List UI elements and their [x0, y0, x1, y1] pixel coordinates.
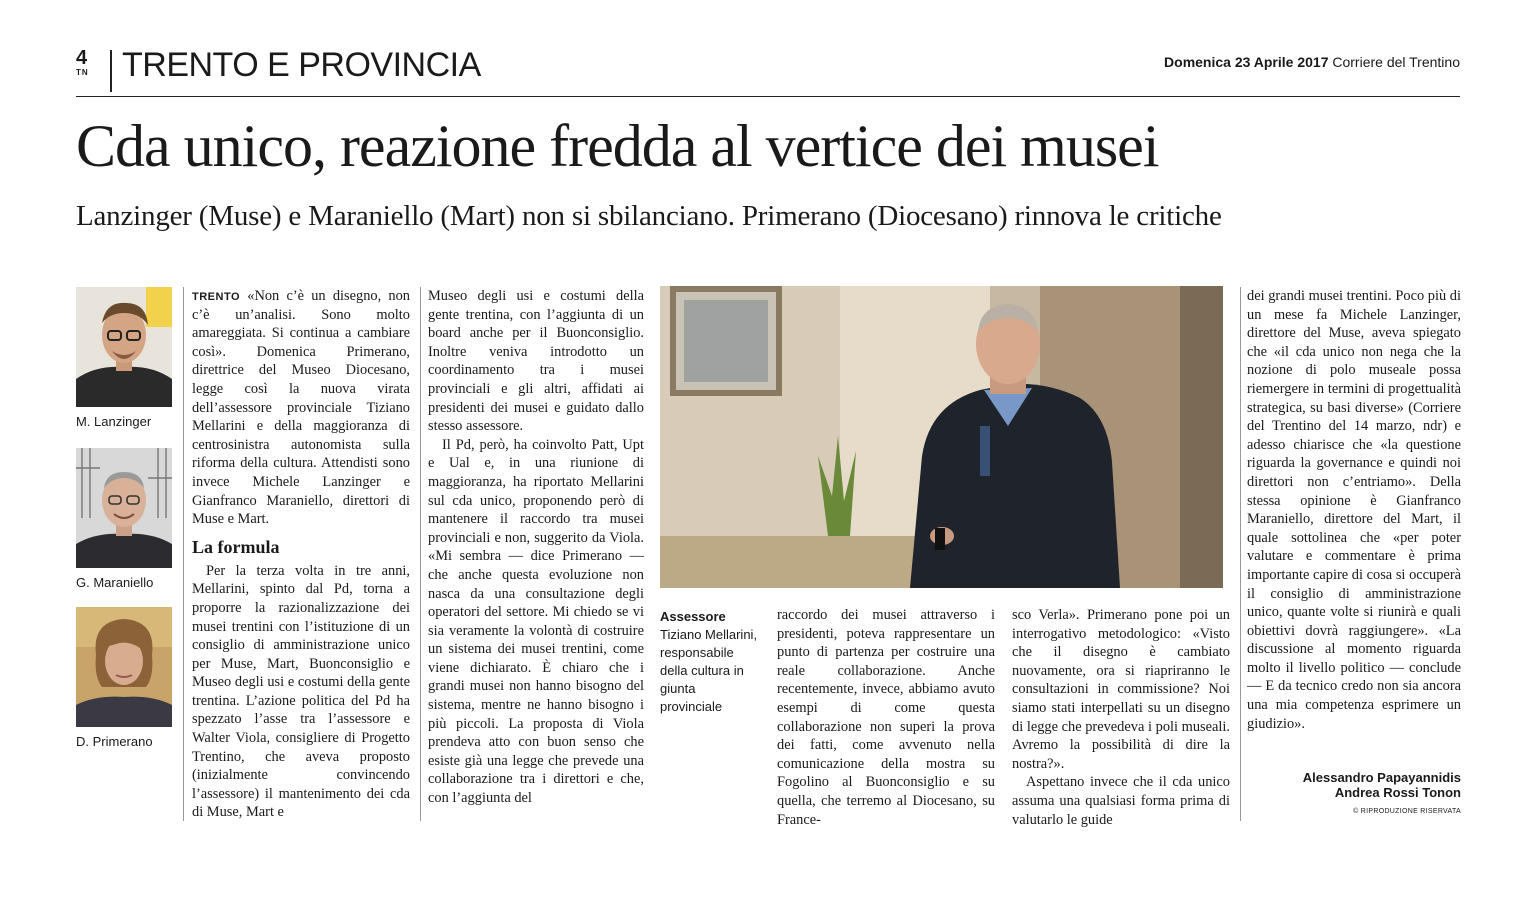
column-separator: [1240, 287, 1241, 821]
subheading: La formula: [192, 536, 280, 557]
issue-meta: [1164, 54, 1460, 70]
article-column-5: [1247, 287, 1461, 733]
header-divider: [110, 50, 112, 92]
paragraph: dei grandi musei trentini. Poco più di un mese fa Michele Lanzinger, direttore del Muse, aveva spiegato che «il cda unico non nega che la nozione di polo museale possa riemergere in termini di progettualità strategica, su basi diverse» (Corriere del Trentino del 14 marzo, ndr) e adesso chiarisce che «la questione riguarda la governance e quindi noi direttori non c’entriamo». Della stessa opinione è Gianfranco Maraniello, direttore del Mart, il quale sottolinea che «per poter valutare e commentare è prima importante capire di cosa si occuperà il consiglio di amministrazione unico, quante volte si riunirà e quali obiettivi dovrà raggiungere». «La discussione al momento riguarda molto il livello politico — conclude — E da tecnico credo non sia ancora una mia competenza esprimere un giudizio».: [1247, 288, 1461, 732]
paragraph: Museo degli usi e costumi della gente trentina, con l’aggiunta di un board anche per il Buonconsiglio. Inoltre veniva introdotto un coordinamento tra i musei provinciali e gli altri, affidati ai presidenti dei musei e guidato dallo stesso assessore.: [428, 288, 644, 435]
article-column-1: [192, 287, 410, 822]
header-rule: [76, 96, 1460, 97]
dateline: TRENTO: [192, 291, 241, 303]
article-column-2: [428, 287, 644, 808]
byline: [1247, 770, 1461, 800]
paragraph: Aspettano invece che il cda unico assuma una qualsiasi forma prima di valutarlo le guide: [1012, 774, 1230, 828]
portrait-primerano: [76, 607, 172, 727]
paragraph: Il Pd, però, ha coinvolto Patt, Upt e Ual e, in una riunione di maggioranza, ha riportato Mellarini sul cda unico, proponendo però di mantenere il raccordo tra musei provinciali e non, suggerito da Viola. «Mi sembra — dice Primerano — che anche questa evoluzione non nasca da una consultazione degli operatori del settore. Mi chiedo se vi sia veramente la volontà di costruire un sistema dei musei trentini, come viene dichiarato. È chiaro che i grandi musei non hanno bisogno del sistema, mentre ne hanno bisogno i più piccoli. La proposta di Viola prendeva atto con buon senso che esiste già una legge che prevede una collaborazione tra i direttori e che, con l’aggiunta del: [428, 436, 644, 807]
author-name: Alessandro Papayannidis: [1302, 770, 1461, 785]
photo-caption: [660, 608, 760, 716]
photo-caption-title: Assessore: [660, 609, 726, 624]
article-column-3: [777, 606, 995, 829]
paragraph: sco Verla». Primerano pone poi un interrogativo metodologico: «Visto che il disegno è cambiato nuovamente, ora si riapriranno le consultazioni in commissione? Noi siamo stati interpellati su un disegno di legge che prevedeva i poli museali. Avremo la possibilità di dire la nostra?».: [1012, 607, 1230, 772]
portrait-lanzinger: [76, 287, 172, 407]
copyright-notice: © RIPRODUZIONE RISERVATA: [1353, 808, 1461, 815]
author-name: Andrea Rossi Tonon: [1334, 785, 1461, 800]
portrait-caption-lanzinger: M. Lanzinger: [76, 414, 152, 429]
article-photo: [660, 286, 1223, 588]
photo-caption-text: Tiziano Mellarini, responsabile della cultura in giunta provinciale: [660, 627, 758, 714]
page-number: 4 TN: [76, 47, 89, 77]
headline: Cda unico, reazione fredda al vertice dei musei: [76, 113, 1159, 179]
issue-date: Domenica 23 Aprile 2017: [1164, 54, 1329, 70]
section-title: TRENTO E PROVINCIA: [122, 46, 481, 84]
newspaper-name: Corriere del Trentino: [1332, 54, 1460, 70]
column-separator: [420, 287, 421, 821]
portrait-maraniello: [76, 448, 172, 568]
subheadline: Lanzinger (Muse) e Maraniello (Mart) non si sbilanciano. Primerano (Diocesano) rinnova le critiche: [76, 200, 1222, 232]
portrait-caption-maraniello: G. Maraniello: [76, 575, 154, 590]
article-column-4: [1012, 606, 1230, 829]
paragraph: raccordo dei musei attraverso i presidenti, poteva rappresentare un punto di partenza per costruire una reale collaborazione. Anche recentemente, invece, abbiamo avuto esempi di come questa collaborazione non superi la prova dei fatti, come avvenuto nella comunicazione della mostra su Fogolino al Buonconsiglio e su quella, che terremo al Diocesano, su France-: [777, 607, 995, 828]
paragraph: Per la terza volta in tre anni, Mellarini, spinto dal Pd, torna a proporre la razionalizzazione dei musei trentini con l’istituzione di un consiglio di amministrazione unico per Muse, Mart, Buonconsiglio e Museo degli usi e costumi della gente trentina. L’azione politica del Pd ha spezzato l’asse tra l’assessore e Walter Viola, consigliere di Progetto Trentino, che aveva proposto (inizialmente convincendo l’assessore) il mantenimento dei cda di Muse, Mart e: [192, 562, 410, 821]
edition-tag: TN: [76, 68, 89, 77]
portrait-caption-primerano: D. Primerano: [76, 734, 153, 749]
column-separator: [183, 287, 184, 821]
intro-paragraph: «Non c’è un disegno, non c’è un’analisi. Sono molto amareggiata. Si continua a cambiare così». Domenica Primerano, direttrice del Museo Diocesano, legge così la nuova virata dell’assessore provinciale Tiziano Mellarini e della maggioranza di centrosinistra autonomista sulla riforma della cultura. Attendisti sono invece Michele Lanzinger e Gianfranco Maraniello, direttori di Muse e Mart.: [192, 288, 410, 528]
